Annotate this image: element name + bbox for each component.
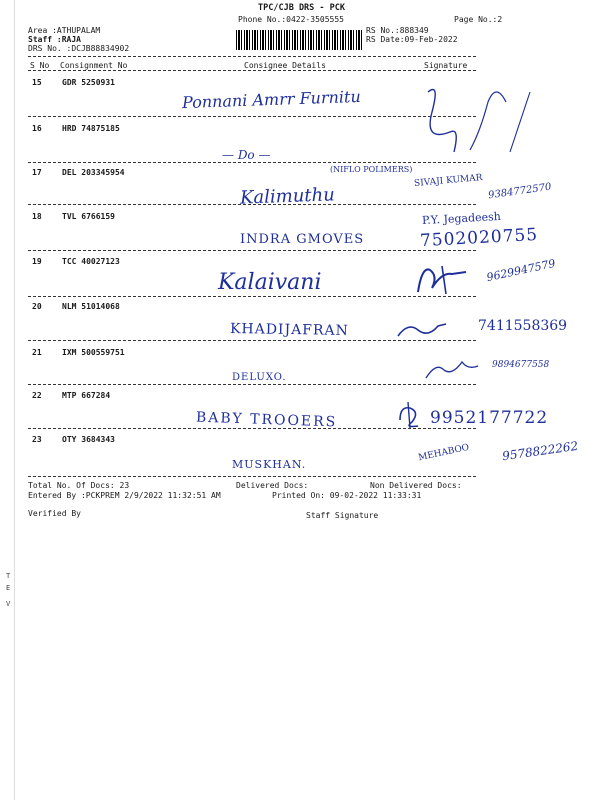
handwritten-consignee: BABY TROOERS — [195, 409, 338, 431]
handwritten-signature — [412, 262, 472, 298]
phone-number: Phone No.:0422-3505555 — [238, 15, 344, 24]
column-consignee: Consignee Details — [244, 61, 326, 70]
handwritten-signature — [394, 318, 450, 342]
document-title: TPC/CJB DRS - PCK — [258, 3, 345, 13]
divider — [28, 56, 476, 57]
column-sno: S No — [30, 61, 50, 70]
row-sno: 15 — [32, 78, 42, 87]
row-sno: 19 — [32, 257, 42, 266]
row-consignment: GDR 5250931 — [62, 78, 115, 87]
row-consignment: MTP 667284 — [62, 391, 111, 400]
page-edge — [0, 0, 15, 800]
staff-label: Staff :RAJA — [28, 35, 81, 44]
row-sno: 16 — [32, 124, 42, 133]
handwritten-consignee: Kalimuthu — [239, 184, 336, 209]
divider — [28, 70, 476, 71]
row-divider — [28, 162, 476, 163]
row-consignment: OTY 3684343 — [62, 435, 115, 444]
total-docs: Total No. Of Docs: 23 — [28, 481, 130, 490]
entered-by: Entered By :PCKPREM 2/9/2022 11:32:51 AM — [28, 491, 221, 500]
verified-by: Verified By — [28, 509, 81, 518]
row-sno: 21 — [32, 348, 42, 357]
row-consignment: DEL 203345954 — [62, 168, 125, 177]
non-delivered-docs: Non Delivered Docs: — [370, 481, 462, 490]
printed-on: Printed On: 09-02-2022 11:33:31 — [272, 491, 422, 500]
barcode-image — [236, 30, 364, 50]
row-sno: 17 — [32, 168, 42, 177]
row-divider — [28, 384, 476, 385]
delivered-docs: Delivered Docs: — [236, 481, 309, 490]
rs-number: RS No.:888349 — [366, 26, 429, 35]
row-consignment: TVL 6766159 — [62, 212, 115, 221]
handwritten-phone: 9952177722 — [430, 408, 549, 428]
handwritten-note: (NIFLO POLIMERS) — [330, 165, 413, 174]
handwritten-phone: 7411558369 — [478, 318, 568, 334]
handwritten-phone: 9894677558 — [492, 360, 550, 370]
handwritten-ditto: — Do — — [222, 148, 271, 162]
row-sno: 20 — [32, 302, 42, 311]
row-consignment: TCC 40027123 — [62, 257, 120, 266]
drs-number: DRS No. :DCJB88834902 — [28, 44, 130, 53]
row-sno: 18 — [32, 212, 42, 221]
handwritten-phone: 9384772570 — [487, 181, 553, 202]
handwritten-consignee: Ponnani Amrr Furnitu — [181, 86, 362, 113]
margin-mark: V — [6, 600, 11, 608]
handwritten-signature — [394, 400, 424, 430]
row-divider — [28, 250, 476, 251]
handwritten-signature — [422, 356, 482, 382]
column-consignment: Consignment No — [60, 61, 128, 70]
handwritten-consignee: INDRA GMOVES — [240, 232, 365, 247]
handwritten-consignee: KHADIJAFRAN — [229, 320, 350, 340]
handwritten-signature: MEHABOO — [417, 442, 471, 464]
row-consignment: IXM 500559751 — [62, 348, 125, 357]
staff-signature: Staff Signature — [306, 511, 379, 520]
row-divider — [28, 476, 476, 477]
row-sno: 22 — [32, 391, 42, 400]
area-label: Area :ATHUPALAM — [28, 26, 101, 35]
row-divider — [28, 116, 476, 117]
handwritten-consignee: DELUXO. — [232, 372, 287, 383]
rs-date: RS Date:09-Feb-2022 — [366, 35, 458, 44]
row-sno: 23 — [32, 435, 42, 444]
margin-mark: T — [6, 572, 11, 580]
margin-mark: E — [6, 584, 11, 592]
handwritten-signature: SIVAJI KUMAR — [413, 173, 483, 189]
row-consignment: HRD 74875185 — [62, 124, 120, 133]
handwritten-signature — [410, 72, 550, 172]
handwritten-phone: 7502020755 — [419, 224, 539, 252]
handwritten-phone: 9629947579 — [485, 256, 557, 285]
handwritten-consignee: MUSKHAN. — [232, 458, 307, 471]
page-number: Page No.:2 — [454, 15, 503, 24]
handwritten-consignee: Kalaivani — [218, 270, 322, 295]
row-divider — [28, 296, 476, 297]
handwritten-signature: P.Y. Jegadeesh — [421, 209, 502, 228]
row-consignment: NLM 51014068 — [62, 302, 120, 311]
column-signature: Signature — [424, 61, 468, 70]
handwritten-phone: 9578822262 — [501, 438, 579, 464]
